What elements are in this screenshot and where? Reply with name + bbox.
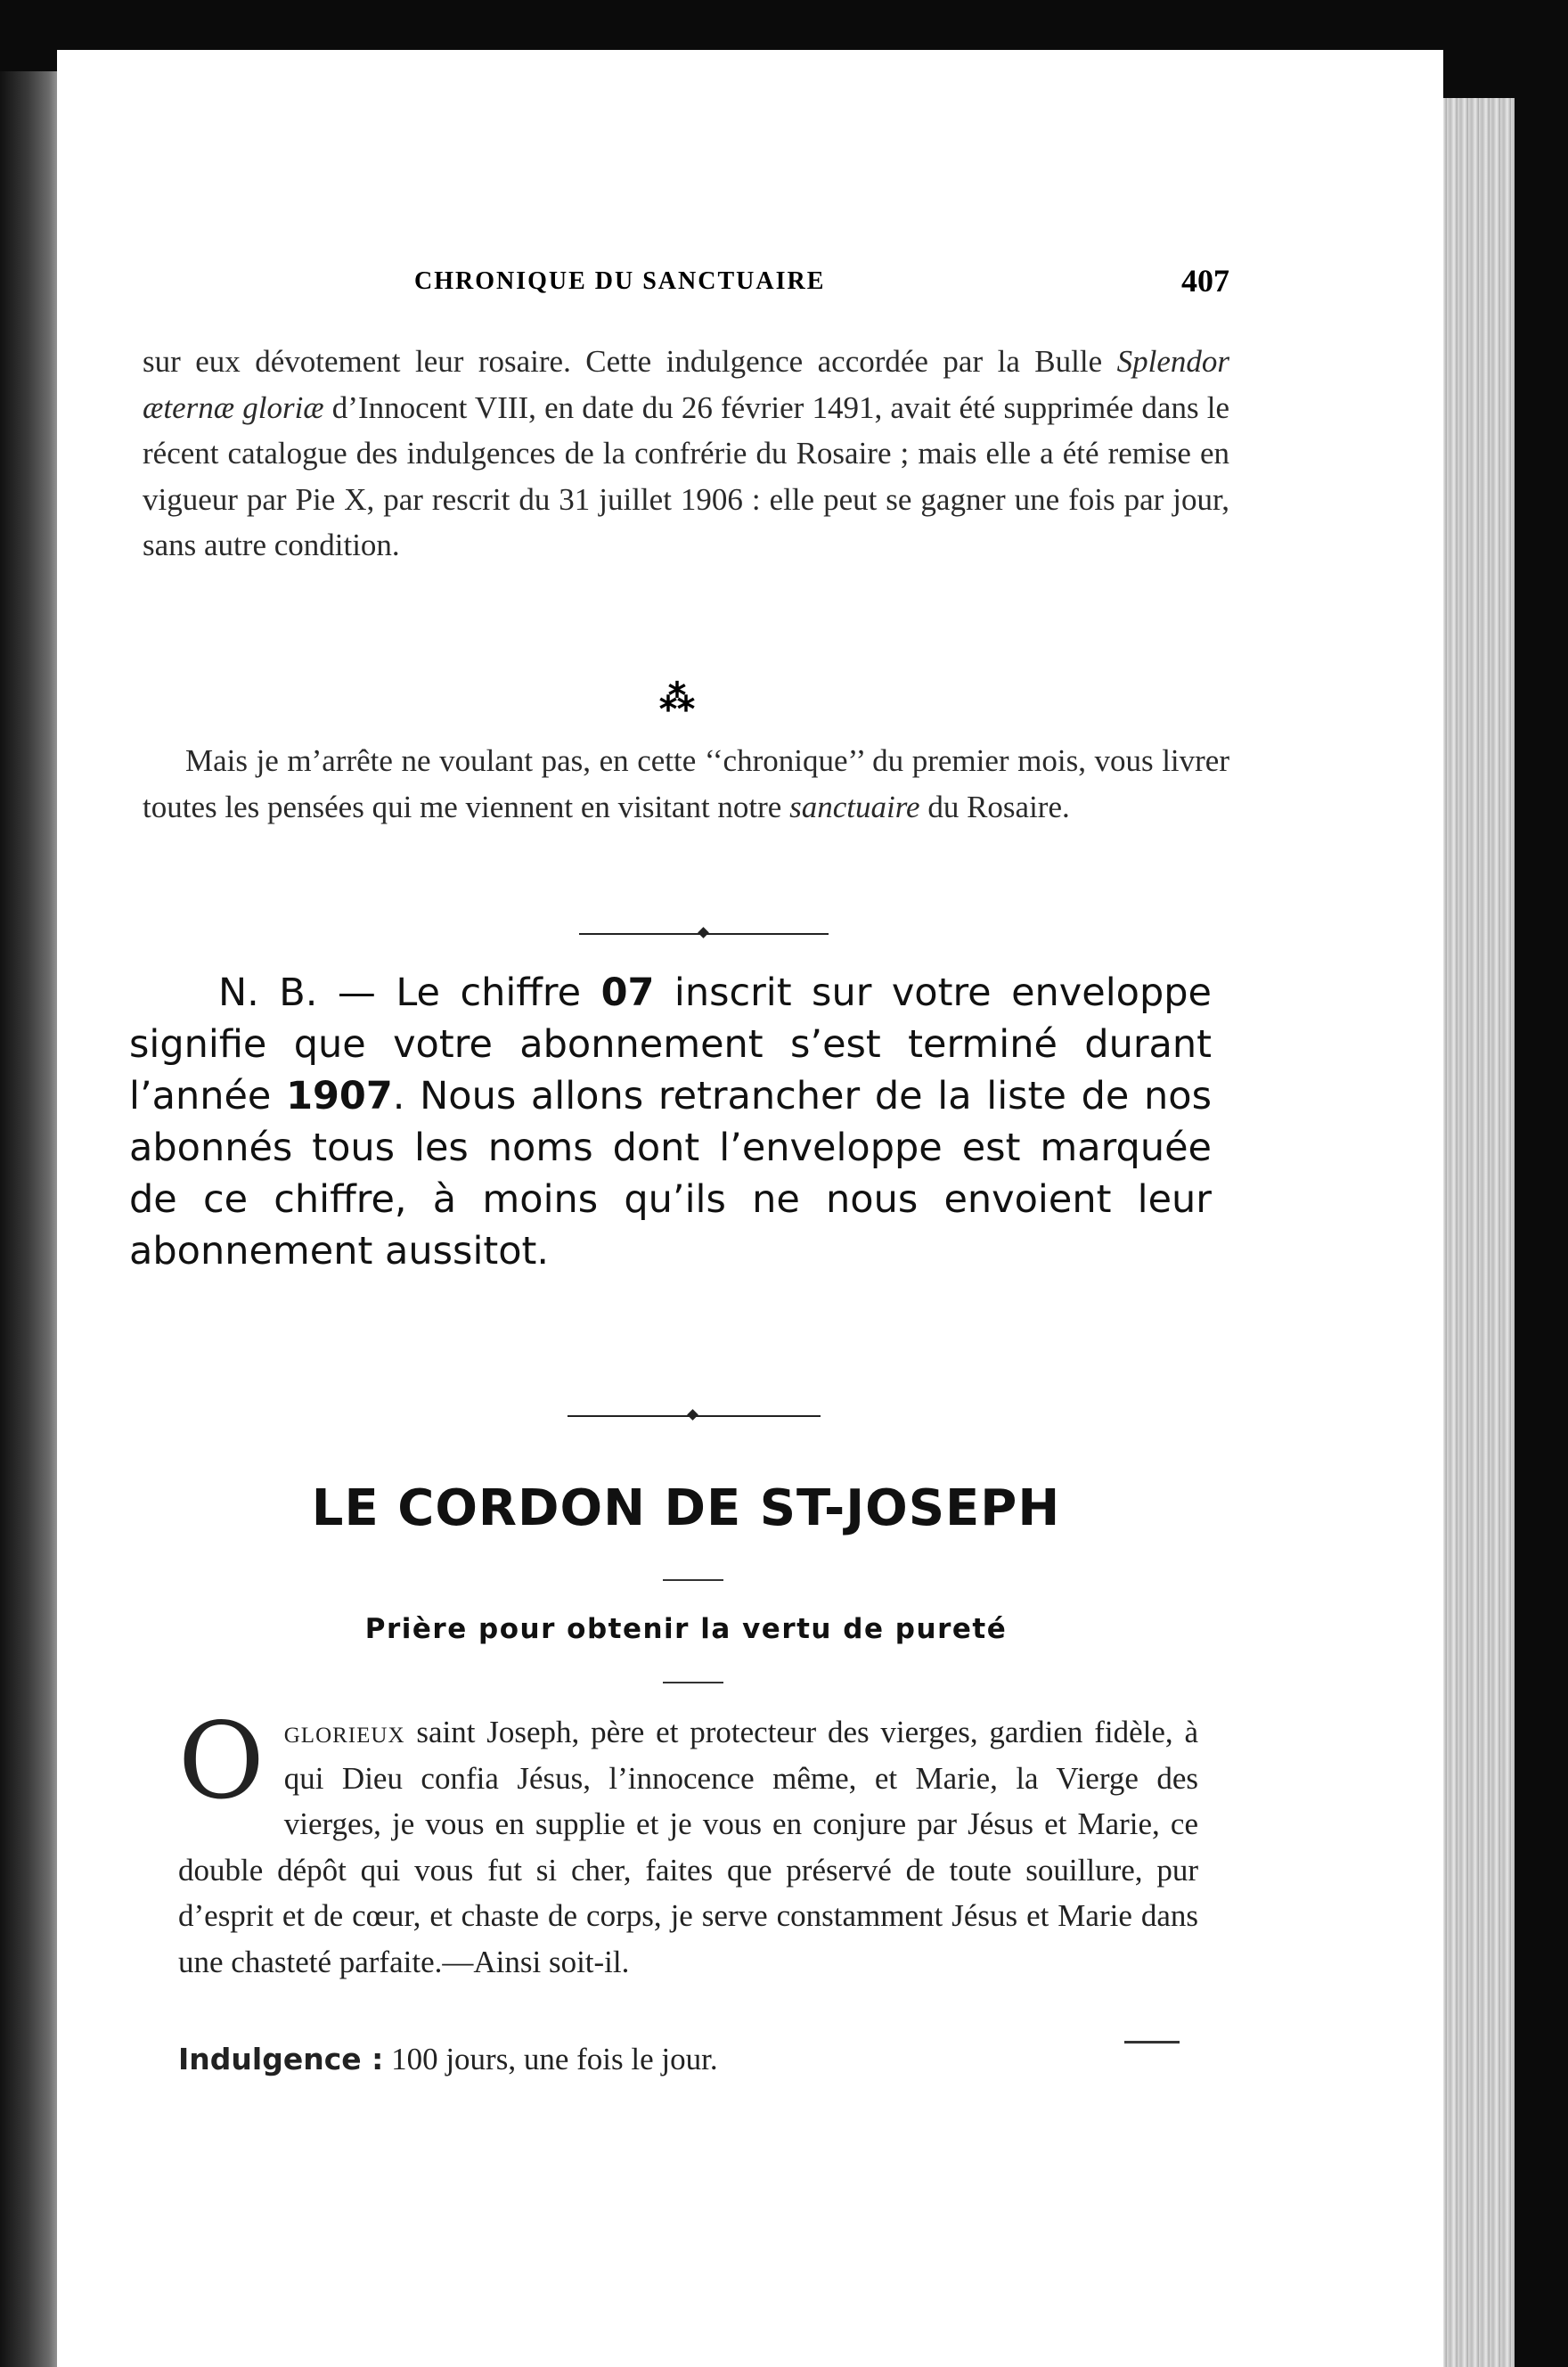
nb-label: N. B. [218,971,318,1015]
italic-title: Splendor æternæ gloriæ [143,344,1229,425]
text-run: du Rosaire. [919,789,1070,824]
year-number: 1907 [286,1074,393,1118]
running-title: CHRONIQUE DU SANCTUAIRE [414,267,826,295]
text-run: . Nous allons retrancher de la liste de nos abonnés tous les noms dont l’enveloppe est marquée de ce chiffre, à moins qu’ils ne nous envoient leur abonnement aussitot. [129,1074,1212,1274]
text-run: — Le chiffre [317,971,601,1015]
indulgence-label: Indulgence : [178,2042,384,2076]
subtitle-rule [663,1682,723,1683]
background-shadow [1515,98,1568,2367]
code-number: 07 [600,971,655,1015]
chronicle-paragraph-1 [143,339,1229,569]
subscription-notice [129,967,1212,1277]
article-title: LE CORDON DE ST-JOSEPH [311,1479,1061,1537]
indulgence-text: 100 jours, une fois le jour. [383,2042,718,2076]
text-run: d’Innocent VIII, en date du 26 février 1491, avait été supprimée dans le récent catalogue des indulgences de la confrérie du Rosaire ; mais elle a été remise en vigueur par Pie X, par rescrit du 31 juillet 1906 : elle peut se gagner une fois par jour, sans autre condition. [143,389,1229,562]
text-run: Mais je m’arrête ne voulant pas, en cette ‘‘chronique’’ du premier mois, vous livrer toutes les pensées qui me viennent en visitant notre [143,743,1229,824]
prayer-text [178,1699,1198,1985]
text-run: sur eux dévotement leur rosaire. Cette indulgence accordée par la Bulle [143,344,1117,379]
running-header [143,258,1229,312]
asterism-separator: ⁂ [659,678,695,718]
italic-word: sanctuaire [789,789,920,824]
title-rule [663,1579,723,1581]
text-run: saint Joseph, père et protecteur des vierges, gardien fidèle, à qui Dieu confia Jésus, l’innocence même, et Marie, la Vierge des vierges, je vous en supplie et je vous en conjure par Jésus et Marie, ce double dépôt qui vous fut si cher, faites que préservé de toute souillure, pur d’esprit et de cœur, et chaste de corps, je serve constamment Jésus et Marie dans une chasteté parfaite.—Ainsi soit-il. [178,1715,1198,1979]
text-run: inscrit sur votre enveloppe signifie que votre abonnement s’est terminé durant l’année [129,971,1212,1118]
drop-cap: O [178,1699,265,1822]
page-number: 407 [1181,263,1229,299]
opening-word: glorieux [283,1715,405,1749]
page-edges [1436,98,1518,2367]
article-subtitle: Prière pour obtenir la vertu de pureté [364,1613,1008,1645]
indulgence-line [178,2036,1198,2082]
chronicle-paragraph-2 [143,738,1229,830]
